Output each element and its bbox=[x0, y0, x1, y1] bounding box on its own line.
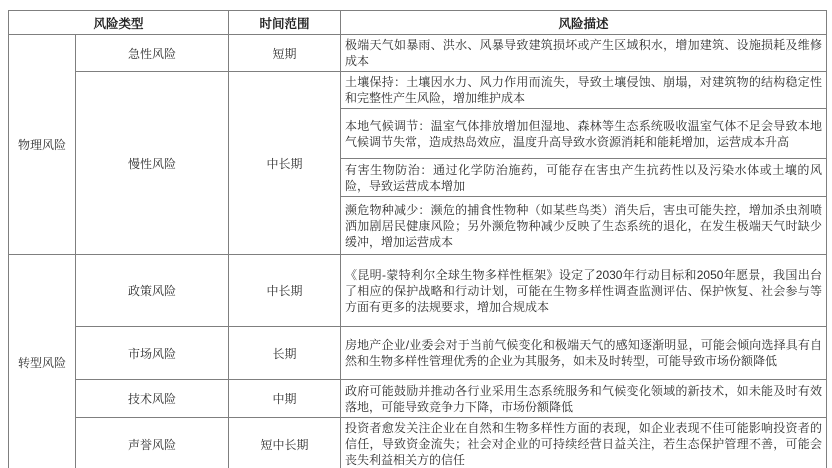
cell-description: 政府可能鼓励并推动各行业采用生态系统服务和气候变化领域的新技术，如未能及时有效落地，可能导致竞争力下降，市场份额降低 bbox=[341, 380, 827, 418]
header-time-range: 时间范围 bbox=[229, 11, 341, 35]
cell-timeframe: 短中长期 bbox=[229, 418, 341, 468]
table-row bbox=[9, 380, 827, 418]
cell-subtype-policy: 政策风险 bbox=[76, 255, 229, 327]
table-row bbox=[9, 255, 827, 327]
cell-description: 濒危物种减少：濒危的捕食性物种（如某些鸟类）消失后，害虫可能失控，增加杀虫剂喷洒加剧居民健康风险；另外濒危物种减少反映了生态系统的退化，在发生极端天气时缺少缓冲，增加运营成本 bbox=[341, 197, 827, 255]
header-risk-description: 风险描述 bbox=[341, 11, 827, 35]
cell-description: 土壤保持：土壤因水力、风力作用而流失，导致土壤侵蚀、崩塌，对建筑物的结构稳定性和完整性产生风险，增加维护成本 bbox=[341, 72, 827, 109]
cell-description: 房地产企业/业委会对于当前气候变化和极端天气的感知逐渐明显，可能会倾向选择具有自然和生物多样性管理优秀的企业为其服务，如未及时转型，可能导致市场份额降低 bbox=[341, 327, 827, 380]
table-header-row bbox=[9, 11, 827, 35]
cell-category-physical: 物理风险 bbox=[9, 35, 76, 255]
cell-subtype-technology: 技术风险 bbox=[76, 380, 229, 418]
cell-subtype-reputation: 声誉风险 bbox=[76, 418, 229, 468]
cell-timeframe: 中长期 bbox=[229, 255, 341, 327]
cell-timeframe: 长期 bbox=[229, 327, 341, 380]
cell-description: 本地气候调节：温室气体排放增加但湿地、森林等生态系统吸收温室气体不足会导致本地气候调节失常，造成热岛效应，温度升高导致水资源消耗和能耗增加，运营成本升高 bbox=[341, 109, 827, 159]
cell-subtype-market: 市场风险 bbox=[76, 327, 229, 380]
cell-description: 有害生物防治：通过化学防治施药，可能存在害虫产生抗药性以及污染水体或土壤的风险，导致运营成本增加 bbox=[341, 159, 827, 197]
header-risk-type: 风险类型 bbox=[9, 11, 229, 35]
cell-description: 极端天气如暴雨、洪水、风暴导致建筑损坏或产生区域积水，增加建筑、设施损耗及维修成本 bbox=[341, 35, 827, 72]
cell-timeframe: 短期 bbox=[229, 35, 341, 72]
table-row bbox=[9, 72, 827, 109]
table-row bbox=[9, 418, 827, 468]
cell-timeframe: 中期 bbox=[229, 380, 341, 418]
table-row bbox=[9, 35, 827, 72]
cell-category-transition: 转型风险 bbox=[9, 255, 76, 468]
cell-description: 投资者愈发关注企业在自然和生物多样性方面的表现，如企业表现不佳可能影响投资者的信任，导致资金流失；社会对企业的可持续经营日益关注，若生态保护管理不善，可能会丧失利益相关方的信任 bbox=[341, 418, 827, 468]
cell-subtype-chronic: 慢性风险 bbox=[76, 72, 229, 255]
risk-table bbox=[8, 10, 827, 468]
cell-description: 《昆明-蒙特利尔全球生物多样性框架》设定了2030年行动目标和2050年愿景，我国出台了相应的保护战略和行动计划，可能在生物多样性调查监测评估、保护恢复、社会参与等方面有更多的法规要求，增加合规成本 bbox=[341, 255, 827, 327]
cell-subtype-acute: 急性风险 bbox=[76, 35, 229, 72]
cell-timeframe: 中长期 bbox=[229, 72, 341, 255]
table-row bbox=[9, 327, 827, 380]
